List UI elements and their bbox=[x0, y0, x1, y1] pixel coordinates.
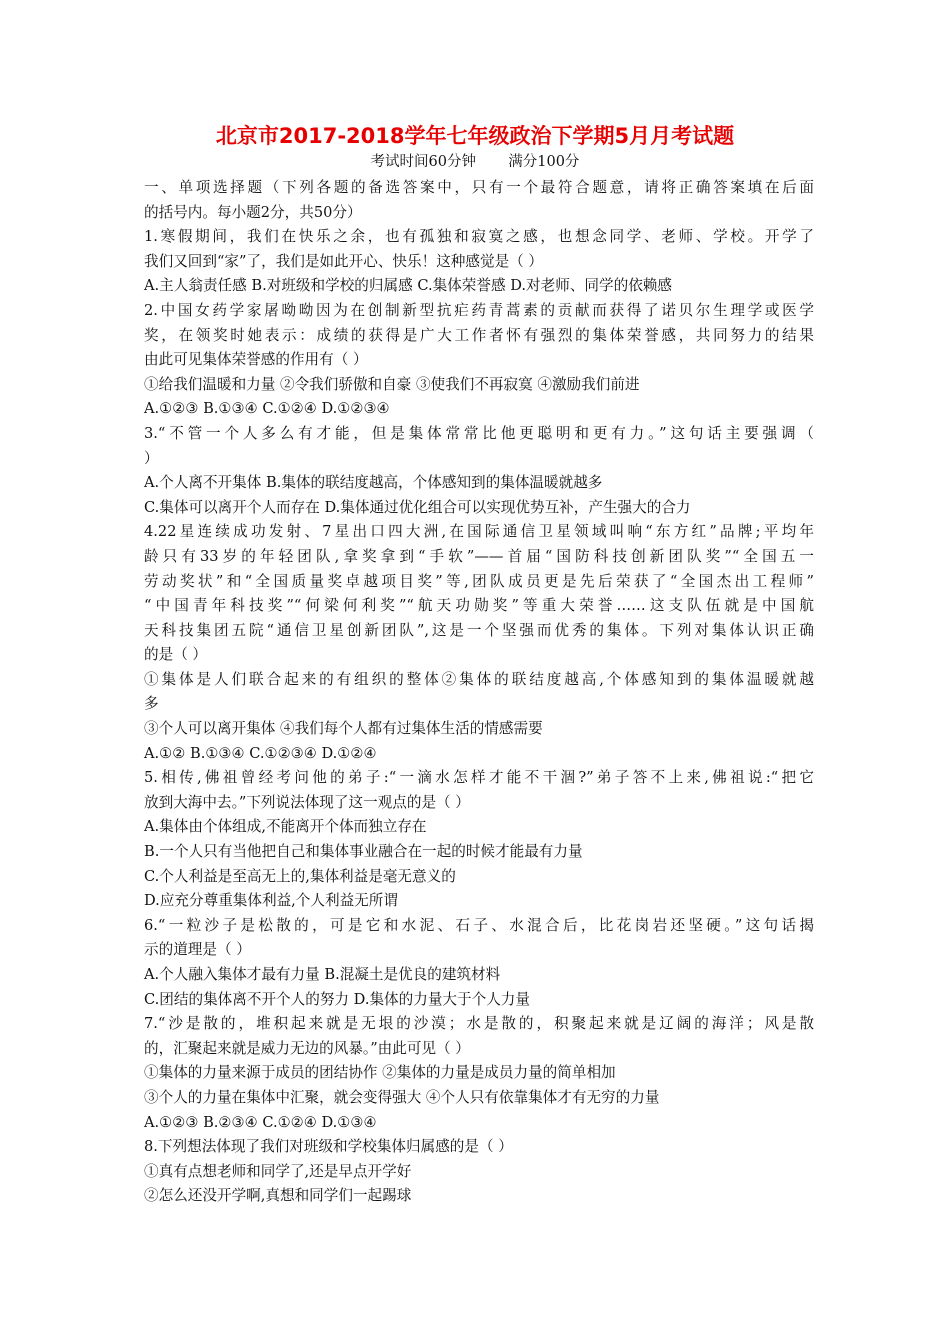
exam-title: 北京市2017-2018学年七年级政治下学期5月月考试题 bbox=[215, 124, 735, 148]
question-body bbox=[144, 176, 814, 1209]
text-line: 的，汇聚起来就是威力无边的风暴。”由此可见（ ） bbox=[144, 1039, 470, 1057]
text-line: 6.“一粒沙子是松散的，可是它和水泥、石子、水混合后，比花岗岩还坚硬。”这句话揭 bbox=[144, 916, 814, 934]
text-line: 1.寒假期间，我们在快乐之余，也有孤独和寂寞之感，也想念同学、老师、学校。开学了 bbox=[144, 228, 814, 246]
text-line: 劳动奖状”和“全国质量奖卓越项目奖”等,团队成员更是先后荣获了“全国杰出工程师” bbox=[144, 572, 814, 590]
text-line: ①集体是人们联合起来的有组织的整体②集体的联结度越高,个体感知到的集体温暖就越 bbox=[144, 670, 814, 688]
text-line: C.团结的集体离不开个人的努力 D.集体的力量大于个人力量 bbox=[144, 990, 530, 1008]
text-line: 奖，在领奖时她表示：成绩的获得是广大工作者怀有强烈的集体荣誉感，共同努力的结果 bbox=[144, 326, 814, 344]
text-line: 7.“沙是散的，堆积起来就是无垠的沙漠；水是散的，积聚起来就是辽阔的海洋；风是散 bbox=[144, 1015, 814, 1033]
text-line: ②怎么还没开学啊,真想和同学们一起踢球 bbox=[144, 1187, 412, 1205]
text-line: ③个人的力量在集体中汇聚，就会变得强大 ④个人只有依靠集体才有无穷的力量 bbox=[144, 1088, 660, 1106]
text-line: 示的道理是（ ） bbox=[144, 941, 251, 959]
text-line: A.①②③ B.①③④ C.①②④ D.①②③④ bbox=[144, 400, 390, 418]
text-line: 我们又回到“家”了，我们是如此开心、快乐！这种感觉是（ ） bbox=[144, 252, 544, 270]
text-line: ③个人可以离开集体 ④我们每个人都有过集体生活的情感需要 bbox=[144, 720, 543, 738]
text-line: A.个人离不开集体 B.集体的联结度越高，个体感知到的集体温暖就越多 bbox=[144, 474, 603, 492]
text-line: C.集体可以离开个人而存在 D.集体通过优化组合可以实现优势互补，产生强大的合力 bbox=[144, 498, 691, 516]
text-line: 天科技集团五院“通信卫星创新团队”,这是一个坚强而优秀的集体。下列对集体认识正确 bbox=[144, 621, 814, 639]
text-line: 3.“不管一个人多么有才能，但是集体常常比他更聪明和更有力。”这句话主要强调（ bbox=[144, 424, 814, 442]
text-line: A.主人翁责任感 B.对班级和学校的归属感 C.集体荣誉感 D.对老师、同学的依赖感 bbox=[144, 277, 672, 295]
text-line: A.①②③ B.②③④ C.①②④ D.①③④ bbox=[144, 1113, 377, 1131]
text-line: ①真有点想老师和同学了,还是早点开学好 bbox=[144, 1162, 412, 1180]
text-line: 放到大海中去。”下列说法体现了这一观点的是（ ） bbox=[144, 793, 470, 811]
text-line: 一、单项选择题（下列各题的备选答案中，只有一个最符合题意，请将正确答案填在后面 bbox=[144, 179, 814, 196]
text-line: A.个人融入集体才最有力量 B.混凝土是优良的建筑材料 bbox=[144, 966, 501, 983]
text-line: C.个人利益是至高无上的,集体利益是毫无意义的 bbox=[144, 867, 456, 885]
text-line: B.一个人只有当他把自己和集体事业融合在一起的时候才能最有力量 bbox=[144, 843, 583, 861]
text-line: 8.下列想法体现了我们对班级和学校集体归属感的是（ ） bbox=[144, 1138, 513, 1156]
text-line: 2.中国女药学家屠呦呦因为在创制新型抗疟药青蒿素的贡献而获得了诺贝尔生理学或医学 bbox=[144, 301, 814, 319]
text-line: 多 bbox=[144, 695, 159, 713]
text-line: D.应充分尊重集体利益,个人利益无所谓 bbox=[144, 892, 398, 910]
text-line: ） bbox=[144, 449, 159, 467]
text-line: 的是（ ） bbox=[144, 646, 208, 664]
text-line: A.①② B.①③④ C.①②③④ D.①②④ bbox=[144, 744, 377, 762]
text-line: ①给我们温暖和力量 ②令我们骄傲和自豪 ③使我们不再寂寞 ④激励我们前进 bbox=[144, 375, 640, 393]
text-line: 5.相传,佛祖曾经考问他的弟子:“一滴水怎样才能不干涸?”弟子答不上来,佛祖说:“把它 bbox=[144, 769, 814, 787]
text-line: “中国青年科技奖”“何梁何利奖”“航天功勋奖”等重大荣誉……这支队伍就是中国航 bbox=[144, 597, 814, 615]
text-line: 龄只有33岁的年轻团队,拿奖拿到“手软”——首届“国防科技创新团队奖”“全国五一 bbox=[144, 547, 814, 565]
text-line: ①集体的力量来源于成员的团结协作 ②集体的力量是成员力量的简单相加 bbox=[144, 1064, 616, 1082]
text-line: 的括号内。每小题2分，共50分） bbox=[144, 203, 362, 221]
text-line: 由此可见集体荣誉感的作用有（ ） bbox=[144, 351, 368, 369]
exam-info: 考试时间60分钟 满分100分 bbox=[370, 154, 580, 170]
text-line: A.集体由个体组成,不能离开个体而独立存在 bbox=[144, 818, 427, 836]
text-line: 4.22星连续成功发射、7星出口四大洲,在国际通信卫星领域叫响“东方红”品牌;平均年 bbox=[144, 523, 814, 541]
